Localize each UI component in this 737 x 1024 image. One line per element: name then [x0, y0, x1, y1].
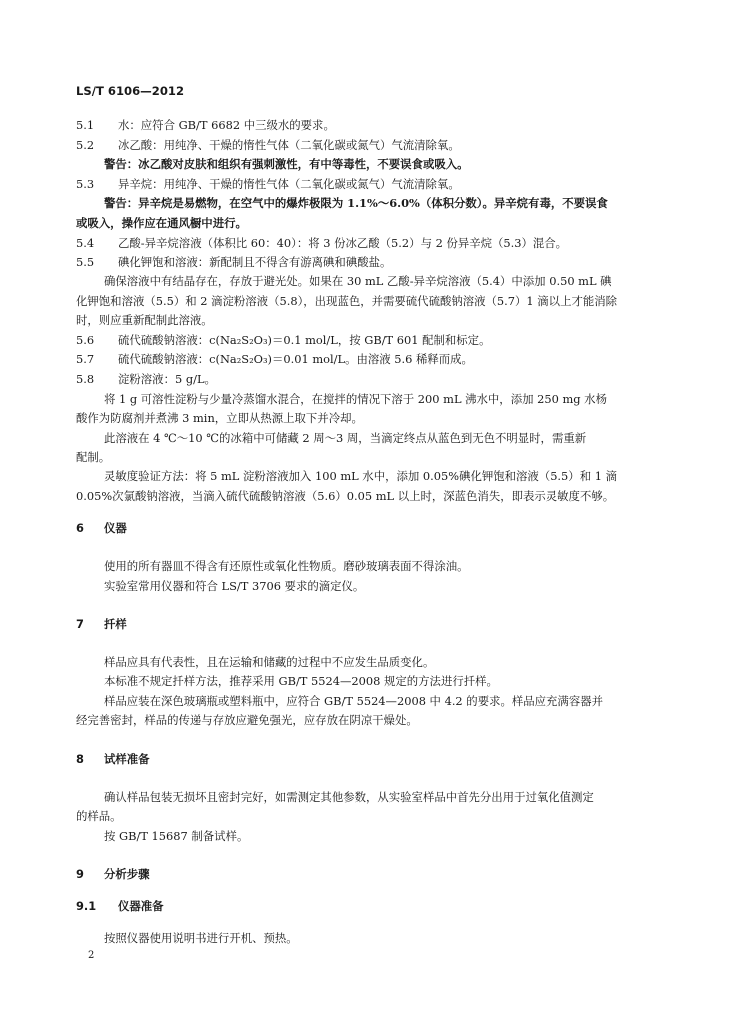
clause-text: 水：应符合 GB/T 6682 中三级水的要求。	[118, 118, 335, 132]
clause-5-2	[76, 138, 460, 152]
clause-text: 乙酸-异辛烷溶液（体积比 60：40）：将 3 份冰乙酸（5.2）与 2 份异辛烷（5.3）混合。	[118, 236, 568, 250]
paragraph-line: 将 1 g 可溶性淀粉与少量冷蒸馏水混合，在搅拌的情况下溶于 200 mL 沸水中，添加 250 mg 水杨	[104, 392, 607, 406]
paragraph-line: 确认样品包装无损坏且密封完好，如需测定其他参数，从实验室样品中首先分出用于过氧化值测定	[104, 790, 594, 804]
clause-5-6	[76, 333, 490, 347]
clause-number: 5.1	[76, 118, 95, 132]
paragraph-line: 样品应装在深色玻璃瓶或塑料瓶中，应符合 GB/T 5524—2008 中 4.2 的要求。样品应充满容器并	[104, 694, 603, 708]
warning-acetic-acid: 警告：冰乙酸对皮肤和组织有强刺激性，有中等毒性，不要误食或吸入。	[104, 157, 469, 171]
section-heading-6	[76, 521, 127, 535]
clause-number: 5.5	[76, 255, 95, 269]
clause-5-4	[76, 236, 567, 250]
clause-text: 硫代硫酸钠溶液：c(Na₂S₂O₃)＝0.01 mol/L。由溶液 5.6 稀释而成。	[118, 352, 473, 366]
section-heading-7	[76, 617, 127, 631]
clause-5-3	[76, 177, 460, 191]
standard-number: LS/T 6106—2012	[76, 84, 185, 98]
page-number: 2	[88, 950, 95, 961]
paragraph-line: 0.05%次氯酸钠溶液，当滴入硫代硫酸钠溶液（5.6）0.05 mL 以上时，深蓝色消失，即表示灵敏度不够。	[76, 489, 615, 503]
clause-text: 硫代硫酸钠溶液：c(Na₂S₂O₃)＝0.1 mol/L，按 GB/T 601 配制和标定。	[118, 333, 491, 347]
clause-text: 异辛烷：用纯净、干燥的惰性气体（二氧化碳或氮气）气流清除氧。	[118, 177, 460, 191]
clause-number: 5.8	[76, 372, 95, 386]
warning-isooctane-line1: 警告：异辛烷是易燃物，在空气中的爆炸极限为 1.1%～6.0%（体积分数）。异辛烷有毒，不要误食	[104, 196, 608, 210]
subsection-title: 仪器准备	[118, 899, 164, 913]
paragraph-line: 确保溶液中有结晶存在，存放于避光处。如果在 30 mL 乙酸-异辛烷溶液（5.4）中添加 0.50 mL 碘	[104, 274, 612, 288]
section-title: 仪器	[104, 521, 127, 535]
subsection-number: 9.1	[76, 899, 97, 913]
section-title: 扦样	[104, 617, 127, 631]
clause-5-5	[76, 255, 391, 269]
clause-number: 5.2	[76, 138, 95, 152]
section-title: 分析步骤	[104, 867, 150, 881]
clause-number: 5.6	[76, 333, 95, 347]
section-number: 7	[76, 617, 84, 631]
section-number: 8	[76, 752, 84, 766]
paragraph-line: 时，则应重新配制此溶液。	[76, 313, 213, 327]
paragraph-line: 本标准不规定扦样方法，推荐采用 GB/T 5524—2008 规定的方法进行扦样。	[104, 674, 498, 688]
clause-number: 5.4	[76, 236, 95, 250]
section-title: 试样准备	[104, 752, 150, 766]
clause-5-7	[76, 352, 473, 366]
paragraph-line: 配制。	[76, 450, 111, 464]
paragraph-line: 按 GB/T 15687 制备试样。	[104, 829, 249, 843]
clause-text: 淀粉溶液：5 g/L。	[118, 372, 216, 386]
section-heading-9	[76, 867, 150, 881]
clause-text: 冰乙酸：用纯净、干燥的惰性气体（二氧化碳或氮气）气流清除氧。	[118, 138, 460, 152]
paragraph-line: 此溶液在 4 ℃～10 ℃的冰箱中可储藏 2 周～3 周，当滴定终点从蓝色到无色不明显时，需重新	[104, 431, 587, 445]
paragraph-line: 实验室常用仪器和符合 LS/T 3706 要求的滴定仪。	[104, 579, 365, 593]
paragraph-line: 化钾饱和溶液（5.5）和 2 滴淀粉溶液（5.8），出现蓝色，并需要硫代硫酸钠溶液（5.7）1 滴以上才能消除	[76, 294, 618, 308]
paragraph-line: 按照仪器使用说明书进行开机、预热。	[104, 931, 298, 945]
clause-5-1	[76, 118, 335, 132]
clause-number: 5.7	[76, 352, 95, 366]
section-number: 9	[76, 867, 84, 881]
subsection-heading-9-1	[76, 899, 164, 913]
clause-text: 碘化钾饱和溶液：新配制且不得含有游离碘和碘酸盐。	[118, 255, 392, 269]
paragraph-line: 经完善密封，样品的传递与存放应避免强光，应存放在阴凉干燥处。	[76, 713, 418, 727]
paragraph-line: 样品应具有代表性，且在运输和储藏的过程中不应发生品质变化。	[104, 655, 435, 669]
paragraph-line: 灵敏度验证方法：将 5 mL 淀粉溶液加入 100 mL 水中，添加 0.05%碘化钾饱和溶液（5.5）和 1 滴	[104, 469, 617, 483]
warning-isooctane-line2: 或吸入，操作应在通风橱中进行。	[76, 216, 247, 230]
paragraph-line: 的样品。	[76, 809, 122, 823]
section-number: 6	[76, 521, 84, 535]
section-heading-8	[76, 752, 150, 766]
paragraph-line: 使用的所有器皿不得含有还原性或氧化性物质。磨砂玻璃表面不得涂油。	[104, 559, 469, 573]
clause-number: 5.3	[76, 177, 95, 191]
clause-5-8	[76, 372, 216, 386]
paragraph-line: 酸作为防腐剂并煮沸 3 min，立即从热源上取下并冷却。	[76, 411, 363, 425]
